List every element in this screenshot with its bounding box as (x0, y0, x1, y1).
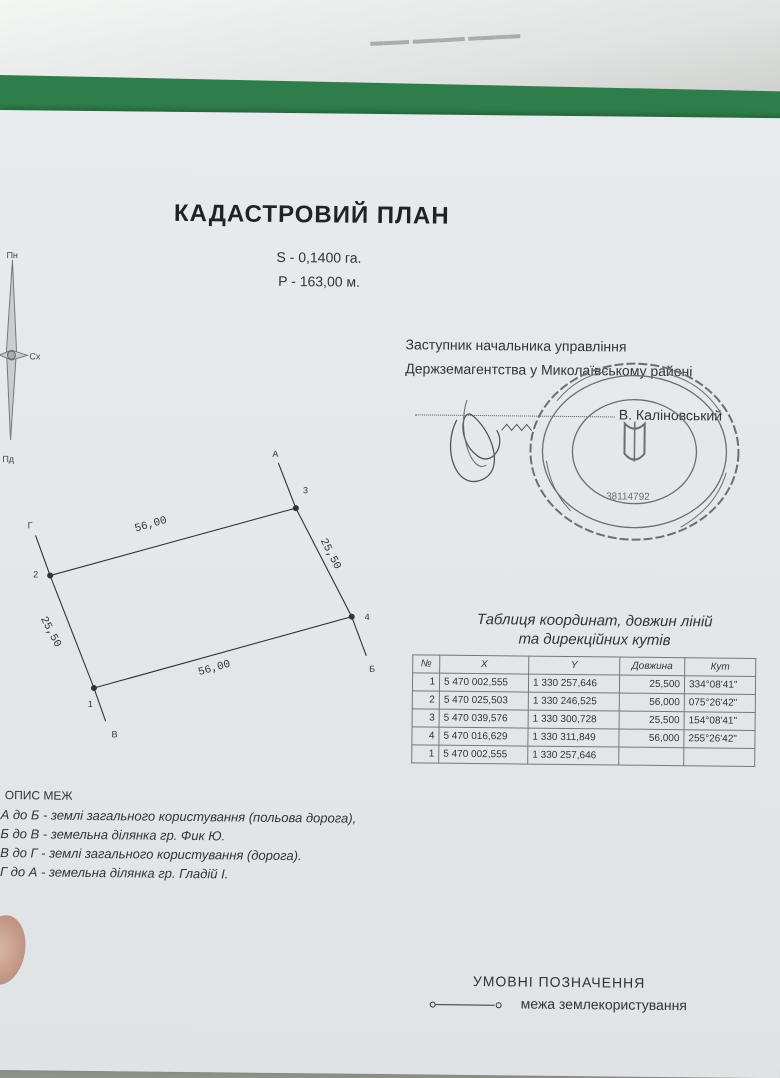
table-header-cell: Y (529, 656, 620, 675)
table-cell: 1 330 257,646 (528, 746, 619, 765)
compass-north-label: Пн (6, 250, 18, 261)
table-cell (684, 748, 755, 767)
table-header-cell: X (440, 655, 529, 674)
table-cell: 5 470 002,555 (439, 673, 528, 692)
direction-label-v: В (111, 729, 118, 740)
point-label-1: 1 (87, 698, 93, 710)
point-label-2: 2 (33, 569, 39, 580)
table-cell: 075°26'42" (684, 694, 755, 713)
table-cell: 1 330 257,646 (528, 674, 619, 693)
table-cell: 5 470 039,576 (439, 709, 528, 728)
background-text: ▬▬▬ ▬▬▬▬ ▬▬▬▬ (369, 26, 521, 49)
boundary-item: Б до В - земельна ділянка гр. Фик Ю. (0, 826, 226, 844)
table-title-line1: Таблиця координат, довжин ліній (476, 611, 713, 631)
table-cell: 5 470 016,629 (439, 727, 528, 746)
table-cell: 154°08'41" (684, 712, 755, 731)
svg-text:38114792: 38114792 (605, 491, 650, 503)
plot-point-4 (349, 614, 355, 620)
coordinates-table (411, 654, 756, 767)
official-name: В. Каліновський (618, 406, 723, 424)
table-cell: 1 330 300,728 (528, 710, 619, 729)
table-header-cell: Кут (685, 658, 756, 677)
boundary-description (0, 786, 357, 885)
point-label-4: 4 (364, 611, 370, 622)
side-label-top: 56,00 (133, 514, 169, 536)
table-cell: 25,500 (619, 711, 684, 730)
boundary-heading: ОПИС МЕЖ (4, 788, 73, 803)
plot-point-3 (293, 505, 299, 511)
direction-label-b: Б (369, 663, 376, 674)
page-title: КАДАСТРОВИЙ ПЛАН (173, 199, 450, 230)
official-title-line2: Держземагентства у Миколаївському районі (405, 360, 693, 380)
boundary-item: Г до А - земельна ділянка гр. Гладій І. (0, 864, 229, 882)
side-label-right: 25,50 (316, 536, 343, 572)
perimeter-value: P - 163,00 м. (278, 272, 361, 290)
table-cell: 5 470 025,503 (439, 691, 528, 710)
direction-label-g: Г (27, 520, 33, 531)
plot-drawing (13, 430, 396, 754)
plot-point-1 (91, 685, 97, 691)
table-cell: 5 470 002,555 (439, 745, 528, 764)
boundary-line-symbol-icon (429, 999, 509, 1012)
table-cell: 56,000 (619, 693, 684, 712)
table-cell: 4 (412, 727, 439, 745)
legend-item-boundary: межа землекористування (520, 995, 688, 1014)
table-cell: 255°26'42" (684, 730, 755, 749)
table-cell: 2 (412, 691, 439, 709)
table-cell: 1 330 246,525 (528, 692, 619, 711)
side-label-left: 25,50 (37, 614, 63, 650)
table-cell: 1 330 311,849 (528, 728, 619, 747)
point-label-3: 3 (302, 485, 309, 496)
table-title (444, 610, 744, 651)
official-title-line1: Заступник начальника управління (405, 336, 627, 355)
boundary-item: В до Г - землі загального користування (дорога). (0, 845, 302, 864)
table-cell: 1 (412, 745, 439, 763)
official-stamp (515, 350, 747, 552)
table-cell: 25,500 (619, 675, 684, 694)
compass-east-label: Сх (29, 351, 41, 362)
direction-label-a: А (272, 448, 279, 459)
table-row (412, 745, 755, 767)
side-label-bottom: 56,00 (196, 658, 232, 679)
table-cell: 334°08'41" (684, 676, 755, 695)
plot-boundary (49, 506, 353, 691)
legend-title: УМОВНІ ПОЗНАЧЕННЯ (472, 973, 646, 991)
table-cell: 56,000 (619, 729, 684, 748)
cadastral-plan-page (0, 110, 780, 1078)
boundary-item: А до Б - землі загального користування (польова дорога), (0, 807, 357, 826)
plot-point-2 (47, 573, 53, 579)
area-value: S - 0,1400 га. (276, 248, 362, 266)
compass-south-label: Пд (2, 454, 15, 465)
table-cell (619, 747, 684, 766)
table-header-cell: № (413, 655, 440, 673)
table-title-line2: та дирекційних кутів (518, 630, 671, 650)
table-cell: 3 (412, 709, 439, 727)
table-cell: 1 (412, 673, 439, 691)
table-header-cell: Довжина (620, 657, 685, 676)
